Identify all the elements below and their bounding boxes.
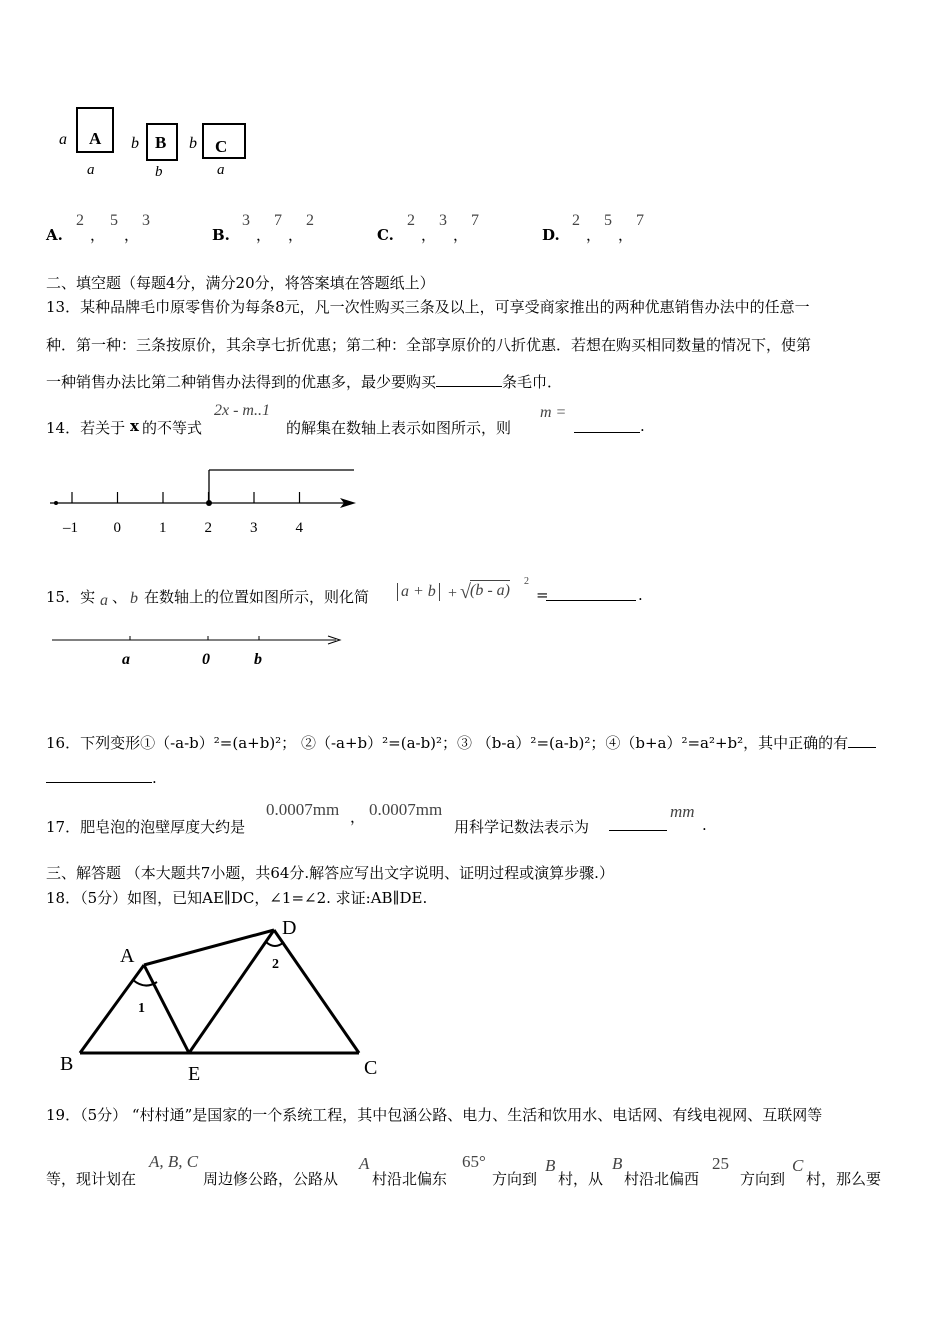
q19-p1: 等，现计划在: [46, 1170, 137, 1188]
q13-line1: 13．某种品牌毛巾原零售价为每条8元，凡一次性购买三条及以上，可享受商家推出的两种优惠销售办法中的任意一: [46, 298, 810, 316]
section2-title: 二、填空题（每题4分，满分20分，将答案填在答题纸上）: [46, 274, 435, 292]
q14-mid2: 的解集在数轴上表示如图所示，则: [286, 419, 512, 437]
q13-line3-text: 一种销售办法比第二种销售办法得到的优惠多，最少要购买: [46, 373, 437, 391]
label-a-left: a: [59, 131, 67, 148]
option-value: 2: [76, 212, 84, 229]
option-value: 7: [274, 212, 282, 229]
q17-mid: 用科学记数法表示为: [454, 818, 590, 836]
q14-mid1: 的不等式: [142, 419, 203, 437]
q14-end: .: [640, 417, 645, 435]
label-b-under: b: [155, 164, 163, 180]
q17-comma: ，: [350, 808, 366, 826]
label-b: b: [254, 651, 262, 668]
figure-abc-svg: [55, 102, 255, 182]
q14-x: x: [130, 417, 139, 435]
solution-solid-dot: [206, 500, 212, 506]
option-value: 2: [572, 212, 580, 229]
option-value: 7: [636, 212, 644, 229]
q17-val2: 0.0007mm: [369, 800, 443, 819]
q15-sup: 2: [524, 576, 529, 587]
number-line-q15-svg: [52, 628, 352, 672]
label-a: a: [122, 651, 130, 668]
option-value: 3: [142, 212, 150, 229]
label-b-left1: b: [131, 135, 139, 152]
figure-q18-svg: [52, 910, 392, 1090]
point-A-label: A: [120, 945, 135, 967]
point-D-label: D: [282, 917, 297, 939]
q14-answer-blank[interactable]: [574, 418, 640, 433]
option-c: [377, 210, 537, 246]
option-value: 2: [306, 212, 314, 229]
q16-text: 16．下列变形①（-a-b）²=(a+b)²； ②（-a+b）²=(a-b)²；③ （b-a）²=(a-b)²；④（b+a）²=a²+b²，其中正确的有: [46, 734, 849, 752]
tick-label: –1: [63, 520, 78, 536]
option-label: C.: [377, 226, 394, 244]
option-value: 7: [471, 212, 479, 229]
label-B: B: [155, 133, 167, 152]
q16-answer-blank-part2[interactable]: [46, 768, 152, 783]
option-comma: ，: [256, 226, 272, 244]
q19-line2: [46, 1148, 906, 1192]
q15-answer-blank[interactable]: [546, 586, 636, 601]
q19-B2: B: [612, 1154, 623, 1173]
q16-line2: [46, 768, 157, 787]
option-comma: ，: [288, 226, 304, 244]
q19-deg2: 25: [712, 1154, 729, 1173]
q19-p2: 周边修公路，公路从: [203, 1170, 339, 1188]
q19-deg1: 65°: [462, 1152, 486, 1171]
q15-b: b: [130, 590, 138, 607]
q14-inequality: 2x - m..1: [214, 402, 270, 419]
option-value: 3: [242, 212, 250, 229]
option-comma: ，: [124, 226, 140, 244]
option-value: 2: [407, 212, 415, 229]
label-a-under2: a: [217, 162, 225, 178]
q19-p8: 村，那么要: [806, 1170, 882, 1188]
q14-m-eq: m =: [540, 404, 567, 421]
segment-ae: [144, 965, 189, 1053]
q14: [46, 400, 906, 440]
number-line-q14: [50, 462, 370, 542]
option-comma: ，: [586, 226, 602, 244]
q17-val1: 0.0007mm: [266, 800, 340, 819]
q14-prefix: 14．若关于: [46, 419, 126, 437]
figure-abc-boxes: [55, 102, 255, 182]
point-E-label: E: [188, 1063, 201, 1085]
tick-label: 1: [159, 520, 167, 536]
q15-prefix: 15．实: [46, 588, 96, 606]
option-d: [542, 210, 702, 246]
q15-sqrt-expr: (b - a): [470, 582, 510, 599]
q19-abc: A, B, C: [149, 1152, 199, 1171]
q13-answer-blank[interactable]: [436, 372, 502, 387]
label-C: C: [215, 137, 228, 156]
q15-sep: 、: [112, 588, 128, 606]
q15-a: a: [100, 592, 108, 609]
q17: [46, 798, 906, 838]
tick-label: 3: [250, 520, 258, 536]
q15-plus: +: [448, 585, 458, 602]
option-value: 5: [110, 212, 118, 229]
q19-p4: 方向到: [492, 1170, 538, 1188]
q19-B: B: [545, 1156, 556, 1175]
number-line-q14-svg: [50, 462, 370, 542]
label-zero: 0: [202, 651, 210, 668]
tick-label: 4: [295, 520, 303, 536]
q16-answer-blank-part1[interactable]: [848, 733, 876, 748]
q19-A: A: [359, 1154, 370, 1173]
figure-q18: [52, 910, 392, 1090]
option-comma: ，: [421, 226, 437, 244]
angle1-label: 1: [138, 1001, 145, 1016]
option-value: 3: [439, 212, 447, 229]
q19-line1: 19．（5分） “村村通”是国家的一个系统工程，其中包涵公路、电力、生活和饮用水、电话网、有线电视网、互联网等: [46, 1106, 823, 1124]
option-comma: ，: [618, 226, 634, 244]
q16-end: .: [152, 769, 157, 787]
q13-line3: [46, 371, 562, 392]
q15-end: .: [638, 586, 643, 604]
point-B-label: B: [60, 1053, 74, 1075]
q19-p5: 村，从: [558, 1170, 604, 1188]
q15-mid: 在数轴上的位置如图所示，则化简: [144, 588, 370, 606]
q15-eq: =: [536, 586, 549, 604]
option-value: 5: [604, 212, 612, 229]
q18-text: 18．（5分）如图，已知AE∥DC，∠1=∠2. 求证:AB∥DE.: [46, 889, 428, 907]
axis-start-dot: [54, 501, 58, 505]
option-a: [46, 210, 206, 246]
q15-abs-expr: a + b: [397, 583, 440, 601]
option-comma: ，: [90, 226, 106, 244]
segment-dc: [274, 930, 359, 1053]
q17-answer-blank[interactable]: [609, 816, 667, 831]
q13-line3-end: 条毛巾．: [502, 373, 563, 391]
option-label: B.: [212, 226, 230, 244]
point-C-label: C: [364, 1057, 378, 1079]
q13-line2: 种．第一种：三条按原价，其余享七折优惠；第二种：全部享原价的八折优惠．若想在购买相同数量的情况下，使第: [46, 336, 812, 354]
q17-unit: mm: [670, 802, 695, 821]
q19-p7: 方向到: [740, 1170, 786, 1188]
q19-p3: 村沿北偏东: [372, 1170, 448, 1188]
label-A: A: [89, 129, 102, 148]
option-comma: ，: [453, 226, 469, 244]
label-b-left2: b: [189, 135, 197, 152]
q17-end: .: [702, 816, 707, 834]
section3-title: 三、解答题 （本大题共7小题，共64分.解答应写出文字说明、证明过程或演算步骤.）: [46, 864, 614, 882]
number-line-q15: [52, 628, 352, 672]
q17-prefix: 17．肥皂泡的泡壁厚度大约是: [46, 818, 246, 836]
q19-p6: 村沿北偏西: [624, 1170, 700, 1188]
option-label: A.: [46, 226, 63, 244]
q15: [46, 576, 906, 616]
tick-label: 2: [204, 520, 212, 536]
option-b: [212, 210, 372, 246]
tick-label: 0: [113, 520, 121, 536]
q16-line1: [46, 732, 876, 753]
segment-ab: [80, 965, 144, 1053]
option-label: D.: [542, 226, 560, 244]
label-a-under: a: [87, 162, 95, 178]
angle2-label: 2: [272, 957, 279, 972]
q19-C: C: [792, 1156, 804, 1175]
sqrt-icon: √: [460, 581, 471, 603]
